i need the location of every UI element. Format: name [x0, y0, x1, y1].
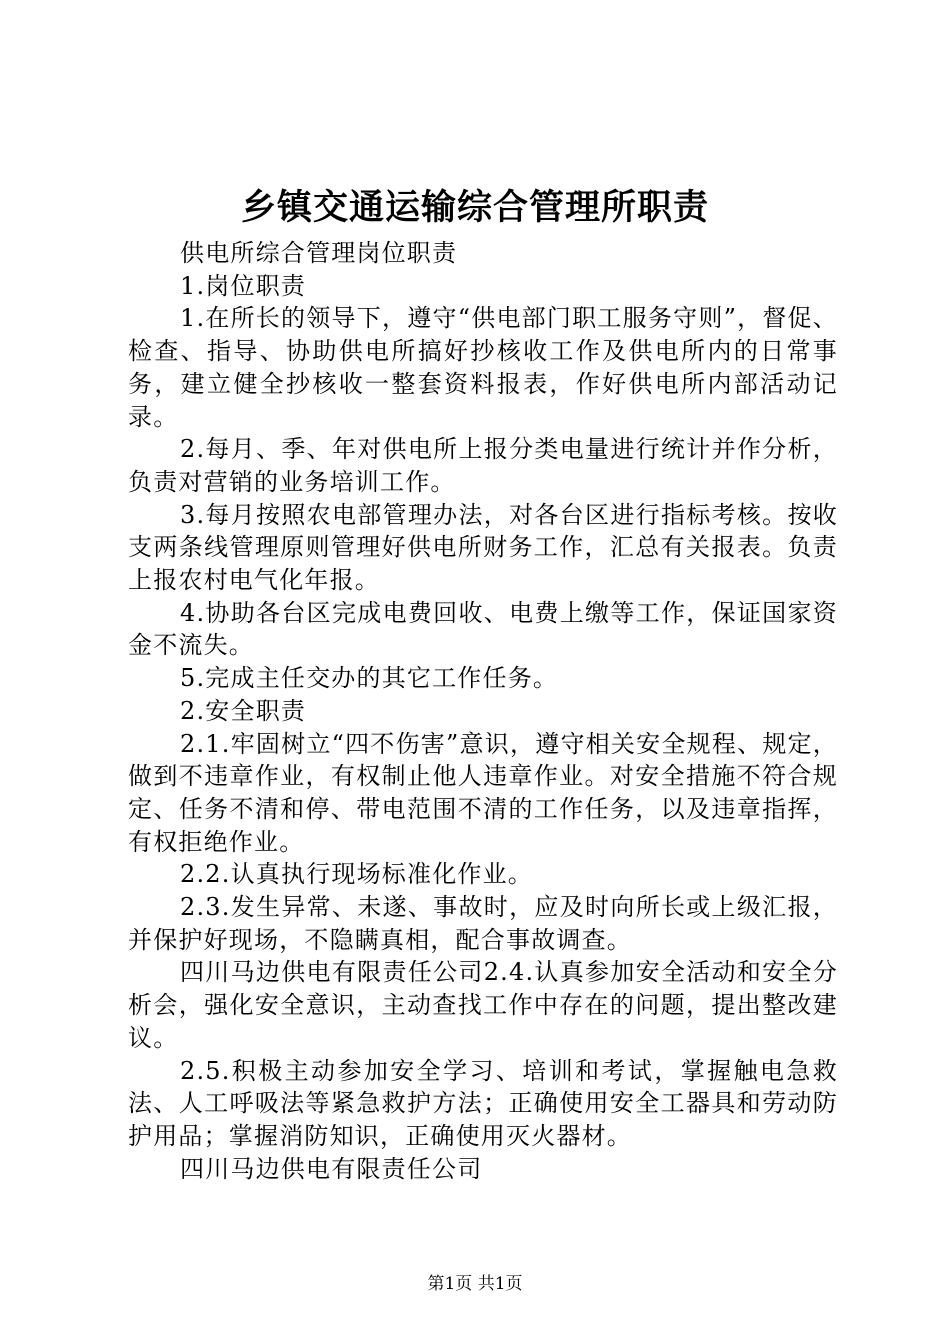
paragraph: 3.每月按照农电部管理办法，对各台区进行指标考核。按收支两条线管理原则管理好供电所财务工作，汇总有关报表。负责上报农村电气化年报。 — [128, 500, 838, 595]
subsection-heading: 1.岗位职责 — [180, 271, 307, 300]
paragraph: 2.2.认真执行现场标准化作业。 — [180, 860, 533, 889]
subsection-heading: 2.安全职责 — [180, 696, 307, 725]
section-heading: 供电所综合管理岗位职责 — [180, 239, 458, 267]
paragraph: 2.每月、季、年对供电所上报分类电量进行统计并作分析，负责对营销的业务培训工作。 — [128, 435, 838, 496]
document-title: 乡镇交通运输综合管理所职责 — [240, 187, 709, 228]
company-name: 四川马边供电有限责任公司 — [180, 1154, 483, 1183]
paragraph: 2.5.积极主动参加安全学习、培训和考试，掌握触电急救法、人工呼吸法等紧急救护方法；正确使用安全工器具和劳动防护用品；掌握消防知识，正确使用灭火器材。 — [128, 1056, 838, 1150]
page-footer: 第1页 共1页 — [427, 1274, 523, 1294]
paragraph: 四川马边供电有限责任公司2.4.认真参加安全活动和安全分析会，强化安全意识，主动查找工作中存在的问题，提出整改建议。 — [128, 958, 838, 1052]
paragraph: 1.在所长的领导下，遵守“供电部门职工服务守则”，督促、检查、指导、协助供电所搞好抄核收工作及供电所内的日常事务，建立健全抄核收一整套资料报表，作好供电所内部活动记录。 — [128, 304, 838, 431]
paragraph: 2.1.牢固树立“四不伤害”意识，遵守相关安全规程、规定，做到不违章作业，有权制止他人违章作业。对安全措施不符合规定、任务不清和停、带电范围不清的工作任务，以及违章指挥，有权拒绝作业。 — [128, 729, 838, 856]
document-body — [128, 237, 838, 1185]
paragraph: 2.3.发生异常、未遂、事故时，应及时向所长或上级汇报，并保护好现场，不隐瞒真相，配合事故调查。 — [128, 893, 838, 954]
paragraph: 4.协助各台区完成电费回收、电费上缴等工作，保证国家资金不流失。 — [128, 598, 838, 660]
paragraph: 5.完成主任交办的其它工作任务。 — [180, 664, 559, 693]
